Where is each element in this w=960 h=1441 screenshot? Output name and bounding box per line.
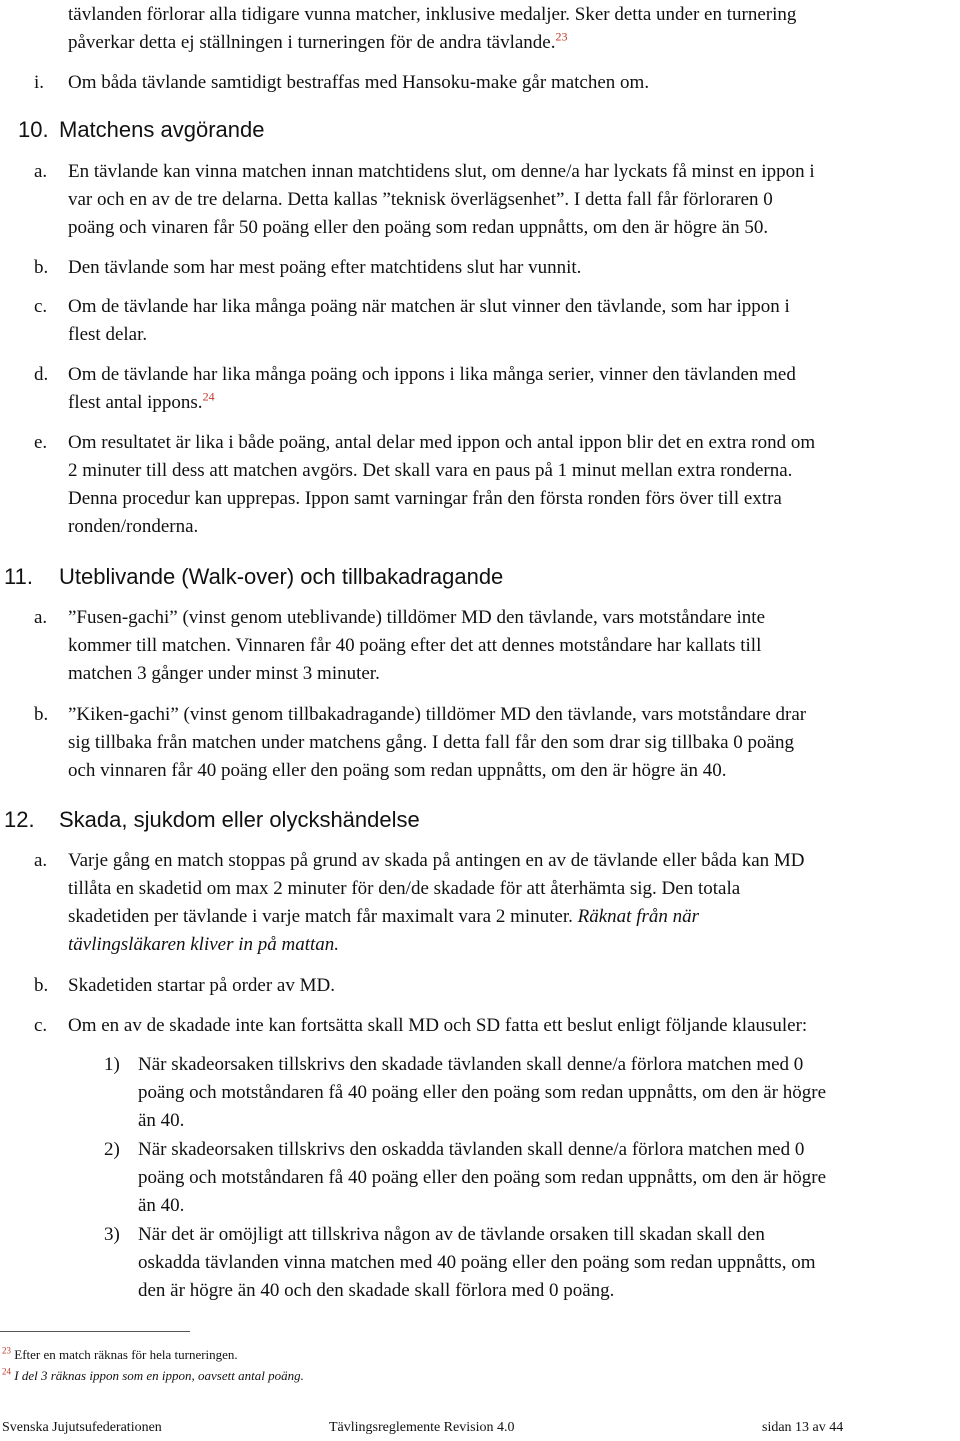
s12-b-marker: b. bbox=[34, 975, 49, 996]
s12-c-item-3-line-2: oskadda tävlanden vinna matchen med 40 poäng eller den poäng som redan uppnåtts, om bbox=[138, 1252, 816, 1273]
s11-b-line-3: och vinnaren får 40 poäng eller den poäng som redan uppnåtts, om den är högre än 40. bbox=[68, 760, 727, 781]
s10-a-line-1: En tävlande kan vinna matchen innan matchtidens slut, om denne/a har lyckats få minst en ippon i bbox=[68, 161, 815, 182]
s12-c-item-1-line-3: än 40. bbox=[138, 1110, 185, 1131]
s12-c-item-2-line-1: När skadeorsaken tillskrivs den oskadda tävlanden skall denne/a förlora matchen med 0 bbox=[138, 1139, 805, 1160]
s12-c-item-1-line-1: När skadeorsaken tillskrivs den skadade tävlanden skall denne/a förlora matchen med 0 bbox=[138, 1054, 804, 1075]
s12-a-marker: a. bbox=[34, 850, 48, 871]
footnote-23: $^{23}$ Efter en match räknas för hela turneringen. bbox=[2, 1345, 238, 1362]
s12-a-line-2: tillåta en skadetid om max 2 minuter för den/de skadade för att återhämta sig. Den totala bbox=[68, 878, 741, 899]
s10-c-line-1: Om de tävlande har lika många poäng när matchen är slut vinner den tävlande, som har ippon i bbox=[68, 296, 790, 317]
footer-document-title: Tävlingsreglemente Revision 4.0 bbox=[329, 1420, 515, 1435]
footer-organization: Svenska Jujutsufederationen bbox=[2, 1420, 162, 1435]
s12-a-line-1: Varje gång en match stoppas på grund av skada på antingen en av de tävlande eller båda kan MD bbox=[68, 850, 805, 871]
s10-e-line-3: Denna procedur kan upprepas. Ippon samt varningar från den första ronden förs över till extra bbox=[68, 488, 782, 509]
section-11-number: 11. bbox=[4, 564, 33, 589]
s10-d-line-2: flest antal ippons.$^{24}$ bbox=[68, 389, 215, 413]
s10-d-marker: d. bbox=[34, 364, 49, 385]
section-10-number: 10. bbox=[18, 117, 49, 142]
s10-e-line-4: ronden/ronderna. bbox=[68, 516, 199, 537]
s12-b-line-1: Skadetiden startar på order av MD. bbox=[68, 975, 335, 996]
s12-c-item-1-marker: 1) bbox=[104, 1054, 120, 1075]
s12-c-item-3-line-3: den är högre än 40 och den skadade skall förlora med 0 poäng. bbox=[138, 1280, 615, 1301]
s11-b-marker: b. bbox=[34, 704, 49, 725]
s11-b-line-1: ”Kiken-gachi” (vinst genom tillbakadragande) tilldömer MD den tävlande, vars motståndare drar bbox=[68, 704, 807, 725]
s10-b-line-1: Den tävlande som har mest poäng efter matchtidens slut har vunnit. bbox=[68, 257, 582, 278]
s12-a-italic-1: Räknat från när bbox=[577, 906, 700, 927]
s10-e-line-2: 2 minuter till dess att matchen avgörs. Det skall vara en paus på 1 minut mellan extra ronderna. bbox=[68, 460, 793, 481]
footnote-ref-24[interactable]: 24 bbox=[202, 389, 215, 404]
s10-a-marker: a. bbox=[34, 161, 48, 182]
s12-c-item-1-line-2: poäng och motståndaren få 40 poäng eller den poäng som redan uppnåtts, om den är högre bbox=[138, 1082, 827, 1103]
item-i-text: Om båda tävlande samtidigt bestraffas med Hansoku-make går matchen om. bbox=[68, 72, 650, 93]
footnote-24: $^{24}$ I del 3 räknas ippon som en ippon, oavsett antal poäng. bbox=[2, 1366, 304, 1383]
s12-c-marker: c. bbox=[34, 1015, 48, 1036]
section-12-number: 12. bbox=[4, 807, 35, 832]
s12-c-item-3-marker: 3) bbox=[104, 1224, 120, 1245]
s10-c-marker: c. bbox=[34, 296, 48, 317]
s11-a-line-3: matchen 3 gånger under minst 3 minuter. bbox=[68, 663, 380, 684]
s10-e-line-1: Om resultatet är lika i både poäng, antal delar med ippon och antal ippon blir det en extra rond om bbox=[68, 432, 816, 453]
footer-page-number: sidan 13 av 44 bbox=[762, 1420, 844, 1435]
s12-c-item-2-marker: 2) bbox=[104, 1139, 120, 1160]
s10-e-marker: e. bbox=[34, 432, 48, 453]
s11-a-line-1: ”Fusen-gachi” (vinst genom uteblivande) tilldömer MD den tävlande, vars motståndare inte bbox=[68, 607, 765, 628]
section-12-title: Skada, sjukdom eller olyckshändelse bbox=[59, 807, 420, 832]
s11-a-line-2: kommer till matchen. Vinnaren får 40 poäng efter det att dennes motståndare har kallats till bbox=[68, 635, 762, 656]
s10-a-line-2: var och en av de tre delarna. Detta kallas ”teknisk överlägsenhet”. I detta fall får förloraren 0 bbox=[68, 189, 773, 210]
section-11-title: Uteblivande (Walk-over) och tillbakadragande bbox=[59, 564, 504, 589]
s12-a-line-4: tävlingsläkaren kliver in på mattan. bbox=[68, 934, 340, 955]
section-10-title: Matchens avgörande bbox=[59, 117, 265, 142]
s11-a-marker: a. bbox=[34, 607, 48, 628]
s12-c-item-2-line-3: än 40. bbox=[138, 1195, 185, 1216]
s12-c-line-1: Om en av de skadade inte kan fortsätta skall MD och SD fatta ett beslut enligt följande klausuler: bbox=[68, 1015, 808, 1036]
s10-b-marker: b. bbox=[34, 257, 49, 278]
s12-c-item-2-line-2: poäng och motståndaren få 40 poäng eller den poäng som redan uppnåtts, om den är högre bbox=[138, 1167, 827, 1188]
item-i-marker: i. bbox=[34, 72, 45, 93]
intro-line-1: tävlanden förlorar alla tidigare vunna matcher, inklusive medaljer. Sker detta under en turnering bbox=[68, 4, 797, 25]
s11-b-line-2: sig tillbaka från matchen under matchens gång. I detta fall får den som drar sig tillbaka 0 poäng bbox=[68, 732, 794, 753]
intro-line-2: påverkar detta ej ställningen i turneringen för de andra tävlande.$^{23}$ bbox=[68, 29, 568, 53]
s10-d-line-1: Om de tävlande har lika många poäng och ippons i lika många serier, vinner den tävlanden med bbox=[68, 364, 796, 385]
s10-c-line-2: flest delar. bbox=[68, 324, 148, 345]
footnote-ref-23[interactable]: 23 bbox=[555, 29, 568, 44]
s12-a-line-3: skadetiden per tävlande i varje match får maximalt vara 2 minuter. Räknat från när bbox=[68, 906, 700, 927]
footnote-divider bbox=[0, 1331, 190, 1332]
s12-c-item-3-line-1: När det är omöjligt att tillskriva någon av de tävlande orsaken till skadan skall den bbox=[138, 1224, 765, 1245]
s10-a-line-3: poäng och vinaren får 50 poäng eller den poäng som redan uppnåtts, om den är högre än 50. bbox=[68, 217, 769, 238]
